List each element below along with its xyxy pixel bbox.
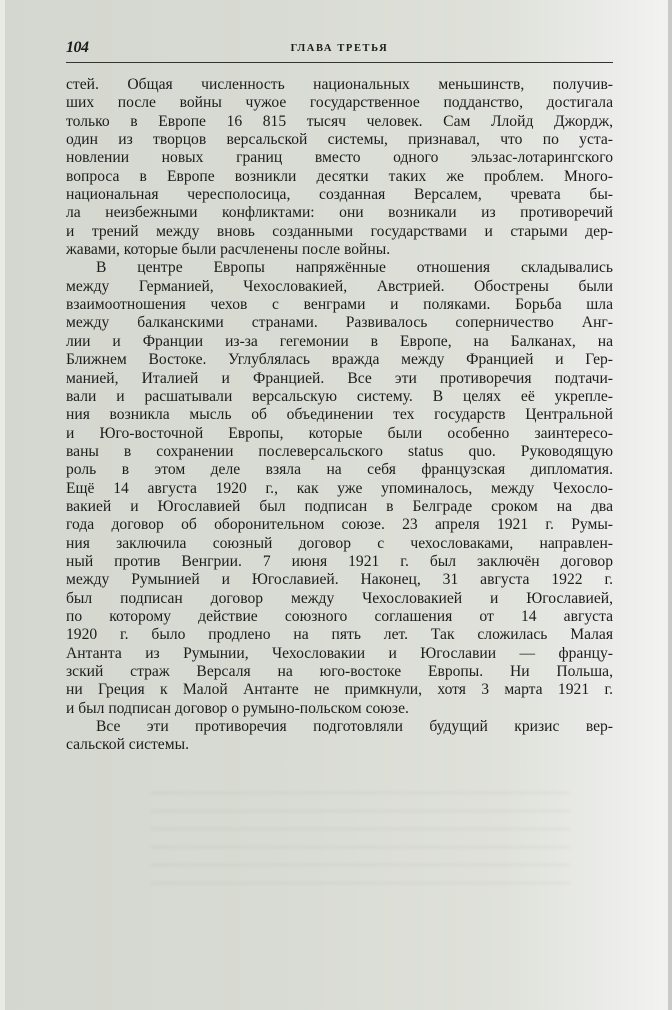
show-through-text <box>150 780 570 900</box>
text-line: ния заключила союзный договор с чехословаками, направлен- <box>66 534 613 552</box>
text-line: ла неизбежными конфликтами: они возникали из противоречий <box>66 204 613 222</box>
text-line: и Юго-восточной Европы, которые были особенно заинтересо- <box>66 424 613 442</box>
text-line: взаимоотношения чехов с венграми и поляками. Борьба шла <box>66 296 613 314</box>
paragraph <box>66 76 613 259</box>
text-line: был подписан договор между Чехословакией и Югославией, <box>66 589 613 607</box>
text-line: ших после войны чужое государственное подданство, достигала <box>66 94 613 112</box>
text-line: между Германией, Чехословакией, Австрией. Обострены были <box>66 277 613 295</box>
text-line: жавами, которые были расчленены после войны. <box>66 241 391 259</box>
text-line: зский страж Версаля на юго-востоке Европы. Ни Польша, <box>66 663 613 680</box>
text-line: национальная чересполосица, созданная Версалем, чревата бы- <box>66 186 613 204</box>
text-line: между Румынией и Югославией. Наконец, 31 августа 1922 г. <box>66 571 613 589</box>
text-line: ный против Венгрии. 7 июня 1921 г. был заключён договор <box>66 552 613 570</box>
running-head <box>66 38 613 60</box>
chapter-title: ГЛАВА ТРЕТЬЯ <box>290 43 389 54</box>
body-text <box>66 76 613 755</box>
text-line: сальской системы. <box>66 736 189 754</box>
book-page <box>66 38 613 754</box>
paragraph <box>66 259 613 718</box>
text-line: роль в этом деле взяла на себя французская дипломатия. <box>66 461 613 479</box>
text-line: новлении новых границ вместо одного эльзас-лотарингского <box>66 149 613 167</box>
text-line: Антанта из Румынии, Чехословакии и Югославии — францу- <box>66 644 613 662</box>
text-line: лии и Франции из-за гегемонии в Европе, на Балканах, на <box>66 332 613 350</box>
text-line: вопроса в Европе возникли десятки таких же проблем. Много- <box>66 167 613 185</box>
text-line: года договор об оборонительном союзе. 23 апреля 1921 г. Румы- <box>66 516 613 534</box>
text-line: ваны в сохранении послеверсальского status quo. Руководящую <box>66 442 613 460</box>
text-line: вакией и Югославией был подписан в Белграде сроком на два <box>66 497 613 515</box>
text-line: 1920 г. было продлено на пять лет. Так сложилась Малая <box>66 626 613 644</box>
text-line: Ещё 14 августа 1920 г., как уже упоминалось, между Чехосло- <box>66 479 613 497</box>
text-line: ния возникла мысль об объединении тех государств Центральной <box>66 406 613 424</box>
text-line: стей. Общая численность национальных меньшинств, получив- <box>66 76 613 93</box>
page-number: 104 <box>66 39 89 56</box>
page-left-edge <box>0 0 5 1010</box>
text-line: манией, Италией и Францией. Все эти противоречия подтачи- <box>66 369 613 387</box>
text-line: Ближнем Востоке. Углублялась вражда между Францией и Гер- <box>66 351 613 369</box>
text-line: и трений между вновь созданными государствами и старыми дер- <box>66 222 613 240</box>
text-line: по которому действие союзного соглашения от 14 августа <box>66 607 613 625</box>
text-line: вали и расшатывали версальскую систему. В целях её укрепле- <box>66 387 613 405</box>
text-line: только в Европе 16 815 тысяч человек. Сам Ллойд Джордж, <box>66 112 613 130</box>
text-line: Все эти противоречия подготовляли будущий кризис вер- <box>96 718 613 736</box>
page-right-edge <box>668 0 672 1010</box>
text-line: В центре Европы напряжённые отношения складывались <box>96 259 613 277</box>
paragraph <box>66 718 613 755</box>
text-line: и был подписан договор о румыно-польском союзе. <box>66 699 409 717</box>
text-line: один из творцов версальской системы, признавал, что по уста- <box>66 131 613 149</box>
header-rule <box>66 62 613 63</box>
text-line: между балканскими странами. Развивалось соперничество Анг- <box>66 314 613 332</box>
text-line: ни Греция к Малой Антанте не примкнули, хотя 3 марта 1921 г. <box>66 681 613 699</box>
